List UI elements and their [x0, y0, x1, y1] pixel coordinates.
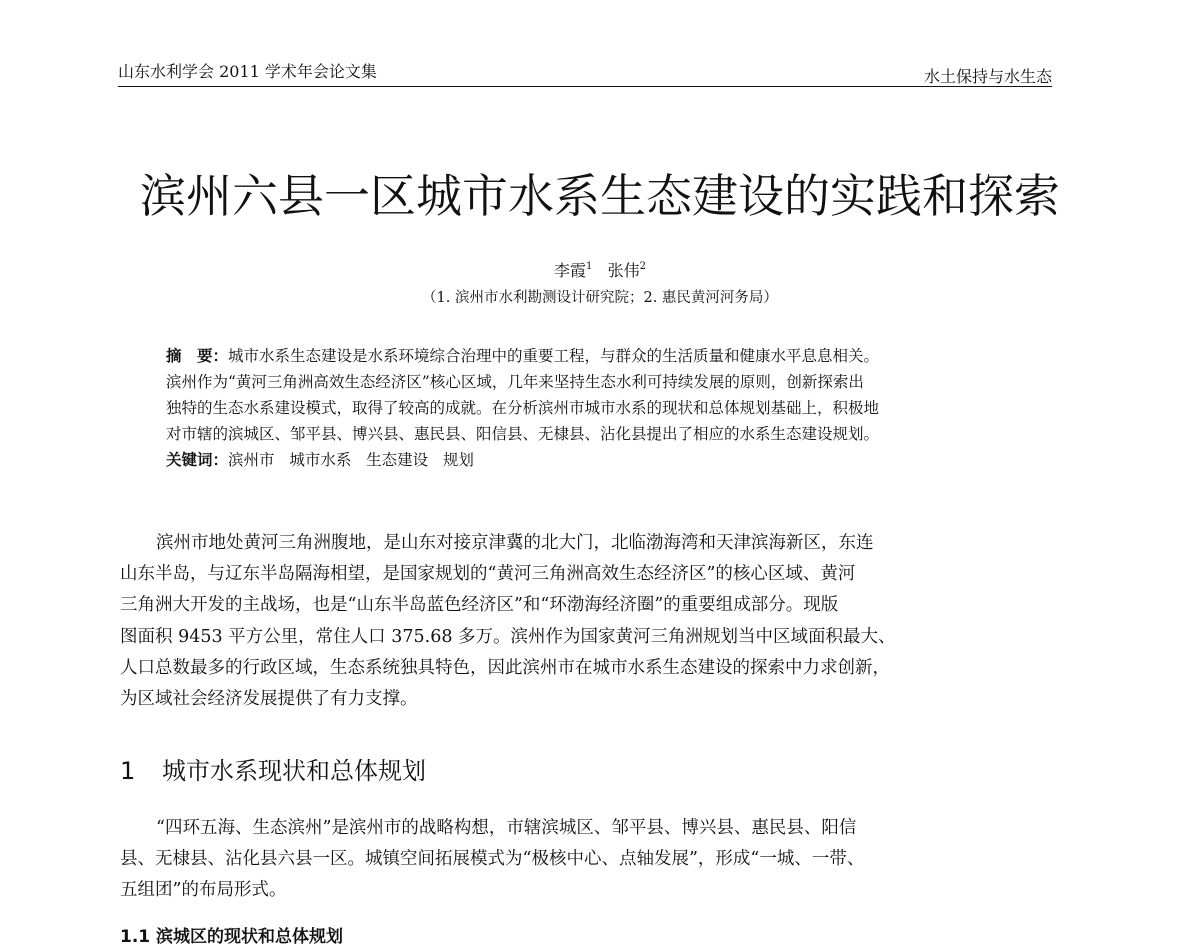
section-number: 1: [120, 757, 136, 785]
abstract-line: 独特的生态水系建设模式，取得了较高的成就。在分析滨州市城市水系的现状和总体规划基础上，积极地: [166, 399, 880, 417]
abstract-label: 摘 要：: [166, 347, 229, 365]
subsection-heading: 1.1 滨城区的现状和总体规划: [120, 927, 344, 947]
keywords-label: 关键词：: [166, 451, 229, 469]
journal-name: 山东水利学会 2011 学术年会论文集: [118, 62, 377, 81]
section-heading: [120, 755, 426, 787]
author-name: 张伟: [607, 261, 640, 280]
keyword: 滨州市: [228, 451, 275, 469]
author-name: 李霞: [553, 261, 586, 280]
author-affiliation-mark: 2: [639, 261, 647, 272]
paragraph-line: 人口总数最多的行政区域，生态系统独具特色，因此滨州市在城市水系生态建设的探索中力求创新，: [120, 657, 890, 678]
section-1-paragraph: [120, 813, 1050, 907]
abstract: [166, 343, 1046, 473]
author-affiliation-mark: 1: [585, 261, 593, 272]
paragraph-line: 三角洲大开发的主战场，也是“山东半岛蓝色经济区”和“环渤海经济圈”的重要组成部分。现版: [120, 595, 839, 616]
section-title: 城市水系现状和总体规划: [162, 757, 426, 785]
keyword: 城市水系: [289, 451, 352, 469]
paragraph-line: “四环五海、生态滨州”是滨州市的战略构想，市辖滨城区、邹平县、博兴县、惠民县、阳信: [156, 818, 857, 838]
paragraph-line: 五组团”的布局形式。: [120, 880, 287, 901]
paragraph-line: 为区域社会经济发展提供了有力支撑。: [120, 688, 418, 709]
abstract-line: 滨州作为“黄河三角洲高效生态经济区”核心区域，几年来坚持生态水利可持续发展的原则，创新探索出: [166, 373, 864, 391]
paragraph-line: 图面积 9453 平方公里，常住人口 375.68 多万。滨州作为国家黄河三角洲规划当中区域面积最大、: [120, 626, 896, 647]
paragraph-line: 滨州市地处黄河三角洲腹地，是山东对接京津冀的北大门，北临渤海湾和天津滨海新区，东连: [156, 533, 874, 553]
affiliation: （1. 滨州市水利勘测设计研究院；2. 惠民黄河河务局）: [422, 290, 778, 306]
abstract-line: 摘 要：城市水系生态建设是水系环境综合治理中的重要工程，与群众的生活质量和健康水平息息相关。: [166, 347, 880, 365]
paper-title: 滨州六县一区城市水系生态建设的实践和探索: [140, 169, 1060, 223]
paragraph-line: 县、无棣县、沾化县六县一区。城镇空间拓展模式为“极核中心、点轴发展”，形成“一城、一带、: [120, 849, 865, 870]
intro-paragraph: [120, 528, 1050, 715]
running-header: [118, 62, 1052, 87]
author-list: [0, 256, 1200, 282]
section-category: 水土保持与水生态: [923, 67, 1052, 86]
keyword: 规划: [442, 451, 474, 469]
keywords: [166, 447, 1046, 473]
paragraph-line: 山东半岛，与辽东半岛隔海相望，是国家规划的“黄河三角洲高效生态经济区”的核心区域、黄河: [120, 564, 856, 585]
abstract-line: 对市辖的滨城区、邹平县、博兴县、惠民县、阳信县、无棣县、沾化县提出了相应的水系生态建设规划。: [166, 425, 880, 443]
keyword: 生态建设: [366, 451, 429, 469]
